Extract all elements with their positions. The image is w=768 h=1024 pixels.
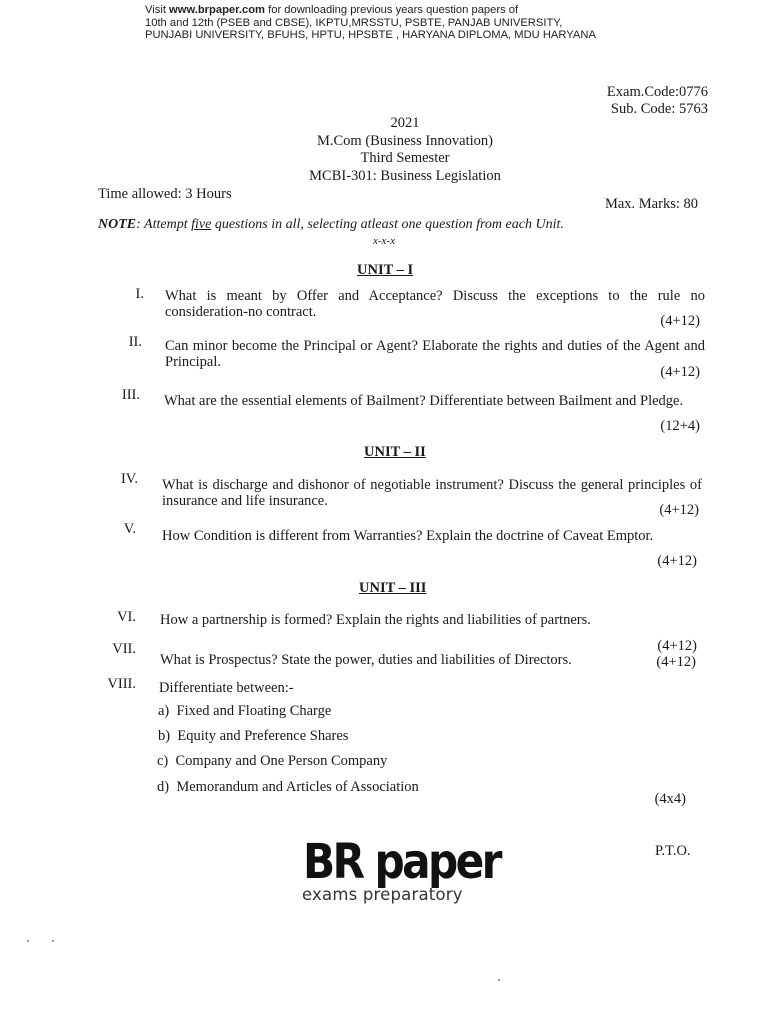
pto-label: P.T.O. <box>655 843 691 859</box>
question-marks: (4+12) <box>660 364 700 380</box>
subpart-text: Fixed and Floating Charge <box>176 703 332 719</box>
subpart-text: Equity and Preference Shares <box>177 728 349 744</box>
subpart-label: d) <box>157 779 170 795</box>
question-number: VII. <box>112 641 136 657</box>
logo-tagline: exams preparatory <box>302 885 463 904</box>
scan-speck <box>498 979 500 981</box>
subpart-item <box>157 779 419 796</box>
question-marks: (4+12) <box>657 638 697 654</box>
question-text: Can minor become the Principal or Agent? Elaborate the rights and duties of the Agent and Principal. <box>165 338 705 370</box>
banner-line-3: PUNJABI UNIVERSITY, BFUHS, HPTU, HPSBTE , HARYANA DIPLOMA, MDU HARYANA <box>145 29 596 41</box>
question-number: II. <box>128 334 142 350</box>
subpart-label: a) <box>158 703 170 719</box>
subpart-text: Memorandum and Articles of Association <box>176 779 419 795</box>
question-number: III. <box>121 387 140 403</box>
sub-code: Sub. Code: 5763 <box>610 101 708 117</box>
exam-codes <box>607 84 708 118</box>
subpart-label: b) <box>158 728 171 744</box>
subpart-item <box>157 753 387 770</box>
question-marks: (4x4) <box>654 791 686 807</box>
unit-2-title: UNIT – II <box>364 444 426 460</box>
unit-3-title: UNIT – III <box>359 580 427 596</box>
unit-1-title: UNIT – I <box>357 262 414 278</box>
question-text: How a partnership is formed? Explain the rights and liabilities of partners. <box>160 612 591 628</box>
question-text: Differentiate between:- <box>159 680 294 696</box>
question-number: VI. <box>117 609 136 625</box>
note-label: NOTE <box>98 217 137 232</box>
question-marks: (4+12) <box>659 502 699 518</box>
scan-speck <box>27 940 29 942</box>
question-text: What are the essential elements of Bailment? Differentiate between Bailment and Pledge. <box>164 393 684 409</box>
question-number: IV. <box>120 471 138 487</box>
semester: Third Semester <box>360 150 450 166</box>
banner-site-link[interactable]: www.brpaper.com <box>169 4 265 16</box>
question-number: V. <box>123 521 136 537</box>
question-marks: (4+12) <box>660 313 700 329</box>
question-number: I. <box>135 286 144 302</box>
subpart-item <box>158 728 348 745</box>
course-name: M.Com (Business Innovation) <box>316 132 493 149</box>
question-text: What is discharge and dishonor of negotiable instrument? Discuss the general principles of insurance and life insurance. <box>162 477 702 509</box>
question-marks: (12+4) <box>660 418 700 434</box>
banner-line-1: Visit www.brpaper.com for downloading previous years question papers of <box>145 4 519 16</box>
time-allowed: Time allowed: 3 Hours <box>98 186 232 202</box>
question-marks: (4+12) <box>656 654 696 670</box>
banner-line-2: 10th and 12th (PSEB and CBSE), IKPTU,MRSSTU, PSBTE, PANJAB UNIVERSITY, <box>145 16 563 29</box>
scan-speck <box>52 940 54 942</box>
question-number: VIII. <box>107 676 136 692</box>
separator: x-x-x <box>373 235 395 247</box>
brpaper-logo: BR paper <box>303 834 500 890</box>
exam-code: Exam.Code:0776 <box>606 84 708 100</box>
instructions-note: NOTE: Attempt five questions in all, selecting atleast one question from each Unit. <box>98 217 564 232</box>
subpart-item <box>158 703 331 720</box>
exam-year: 2021 <box>390 115 420 131</box>
question-marks: (4+12) <box>657 553 697 569</box>
subpart-text: Company and One Person Company <box>175 753 388 769</box>
header-banner <box>145 4 705 42</box>
subpart-label: c) <box>157 753 169 769</box>
paper-header <box>250 115 560 185</box>
question-text: What is Prospectus? State the power, duties and liabilities of Directors. <box>160 652 572 668</box>
note-five: five <box>191 217 212 232</box>
question-text: How Condition is different from Warranties? Explain the doctrine of Caveat Emptor. <box>162 528 654 544</box>
paper-title: MCBI-301: Business Legislation <box>309 167 501 184</box>
max-marks: Max. Marks: 80 <box>604 196 698 212</box>
question-text: What is meant by Offer and Acceptance? Discuss the exceptions to the rule no consideration-no contract. <box>165 288 705 320</box>
